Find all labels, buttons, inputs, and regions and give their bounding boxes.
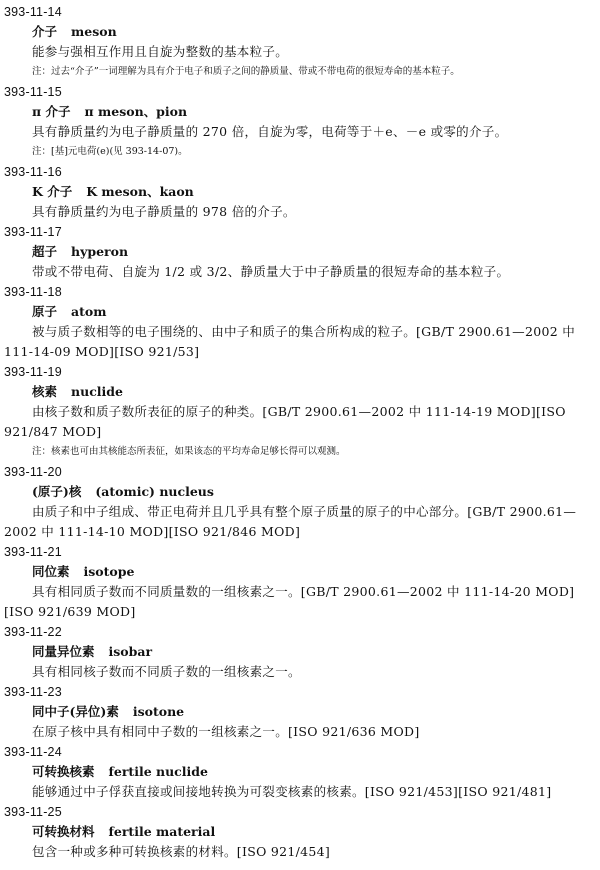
term-en: atom <box>71 304 107 319</box>
term-definition: 由核子数和质子数所表征的原子的种类。[GB/T 2900.61—2002 中 111-14-19 MOD][ISO 921/847 MOD] <box>4 404 566 439</box>
term-zh: 原子 <box>32 304 58 319</box>
term-zh: (原子)核 <box>32 484 82 499</box>
term-heading <box>4 302 596 322</box>
term-entry-meson <box>4 2 596 82</box>
term-entry-fertile-material <box>4 802 596 862</box>
term-entry-kaon <box>4 162 596 222</box>
entry-code: 393-11-25 <box>4 805 62 819</box>
term-heading <box>4 182 596 202</box>
entry-code: 393-11-15 <box>4 85 62 99</box>
entry-code: 393-11-23 <box>4 685 62 699</box>
term-zh: 超子 <box>32 244 58 259</box>
entry-code: 393-11-21 <box>4 545 62 559</box>
term-entry-nucleus <box>4 462 596 542</box>
entry-code: 393-11-14 <box>4 5 62 19</box>
term-entry-isobar <box>4 622 596 682</box>
term-zh: 介子 <box>32 24 58 39</box>
term-heading <box>4 22 596 42</box>
term-zh: 同位素 <box>32 564 70 579</box>
entry-code: 393-11-22 <box>4 625 62 639</box>
term-note: 注：核素也可由其核能态所表征，如果该态的平均寿命足够长得可以观测。 <box>32 446 346 457</box>
term-entry-fertile-nuclide <box>4 742 596 802</box>
term-en: isotone <box>132 704 185 719</box>
term-definition: 在原子核中具有相同中子数的一组核素之一。[ISO 921/636 MOD] <box>32 724 420 739</box>
term-entry-hyperon <box>4 222 596 282</box>
term-definition: 带或不带电荷、自旋为 1/2 或 3/2、静质量大于中子静质量的很短寿命的基本粒子。 <box>32 264 510 279</box>
term-zh: 可转换材料 <box>32 824 95 839</box>
term-heading <box>4 702 596 722</box>
term-en: isobar <box>108 644 153 659</box>
entry-code: 393-11-18 <box>4 285 62 299</box>
entry-code: 393-11-17 <box>4 225 62 239</box>
term-entry-isotone <box>4 682 596 742</box>
term-heading <box>4 482 596 502</box>
term-zh: 同量异位素 <box>32 644 95 659</box>
term-en: fertile nuclide <box>108 764 208 779</box>
term-definition: 被与质子数相等的电子围绕的、由中子和质子的集合所构成的粒子。[GB/T 2900.61—2002 中 111-14-09 MOD][ISO 921/53] <box>4 324 576 359</box>
term-definition: 包含一种或多种可转换核素的材料。[ISO 921/454] <box>32 844 331 859</box>
term-zh: π 介子 <box>32 104 71 119</box>
term-en: K meson、kaon <box>86 184 194 199</box>
term-definition: 具有静质量约为电子静质量的 270 倍，自旋为零，电荷等于＋e、－e 或零的介子。 <box>32 124 508 139</box>
term-heading <box>4 562 596 582</box>
term-note: 注：过去“介子”一词理解为具有介于电子和质子之间的静质量、带或不带电荷的很短寿命的基本粒子。 <box>32 66 460 77</box>
term-definition: 具有相同核子数而不同质子数的一组核素之一。 <box>32 664 301 679</box>
entry-code: 393-11-19 <box>4 365 62 379</box>
term-entry-pion <box>4 82 596 162</box>
term-heading <box>4 642 596 662</box>
term-en: meson <box>71 24 117 39</box>
entry-code: 393-11-24 <box>4 745 62 759</box>
term-heading <box>4 382 596 402</box>
term-entry-nuclide <box>4 362 596 462</box>
term-entry-isotope <box>4 542 596 622</box>
term-heading <box>4 762 596 782</box>
term-en: (atomic) nucleus <box>95 484 214 499</box>
entry-code: 393-11-16 <box>4 165 62 179</box>
term-definition: 具有相同质子数而不同质量数的一组核素之一。[GB/T 2900.61—2002 中 111-14-20 MOD][ISO 921/639 MOD] <box>4 584 575 619</box>
term-zh: 可转换核素 <box>32 764 95 779</box>
term-definition: 具有静质量约为电子静质量的 978 倍的介子。 <box>32 204 296 219</box>
term-heading <box>4 822 596 842</box>
term-zh: K 介子 <box>32 184 73 199</box>
term-definition: 能参与强相互作用且自旋为整数的基本粒子。 <box>32 44 289 59</box>
term-zh: 核素 <box>32 384 58 399</box>
term-definition: 能够通过中子俘获直接或间接地转换为可裂变核素的核素。[ISO 921/453][ISO 921/481] <box>32 784 552 799</box>
term-en: π meson、pion <box>84 104 188 119</box>
term-en: hyperon <box>71 244 129 259</box>
term-en: fertile material <box>108 824 216 839</box>
term-zh: 同中子(异位)素 <box>32 704 119 719</box>
term-heading <box>4 102 596 122</box>
term-definition: 由质子和中子组成、带正电荷并且几乎具有整个原子质量的原子的中心部分。[GB/T 2900.61—2002 中 111-14-10 MOD][ISO 921/846 MOD] <box>4 504 577 539</box>
term-entry-atom <box>4 282 596 362</box>
term-en: nuclide <box>71 384 123 399</box>
term-heading <box>4 242 596 262</box>
term-note: 注：[基]元电荷(e)(见 393-14-07)。 <box>32 146 188 157</box>
entry-code: 393-11-20 <box>4 465 62 479</box>
term-en: isotope <box>83 564 135 579</box>
